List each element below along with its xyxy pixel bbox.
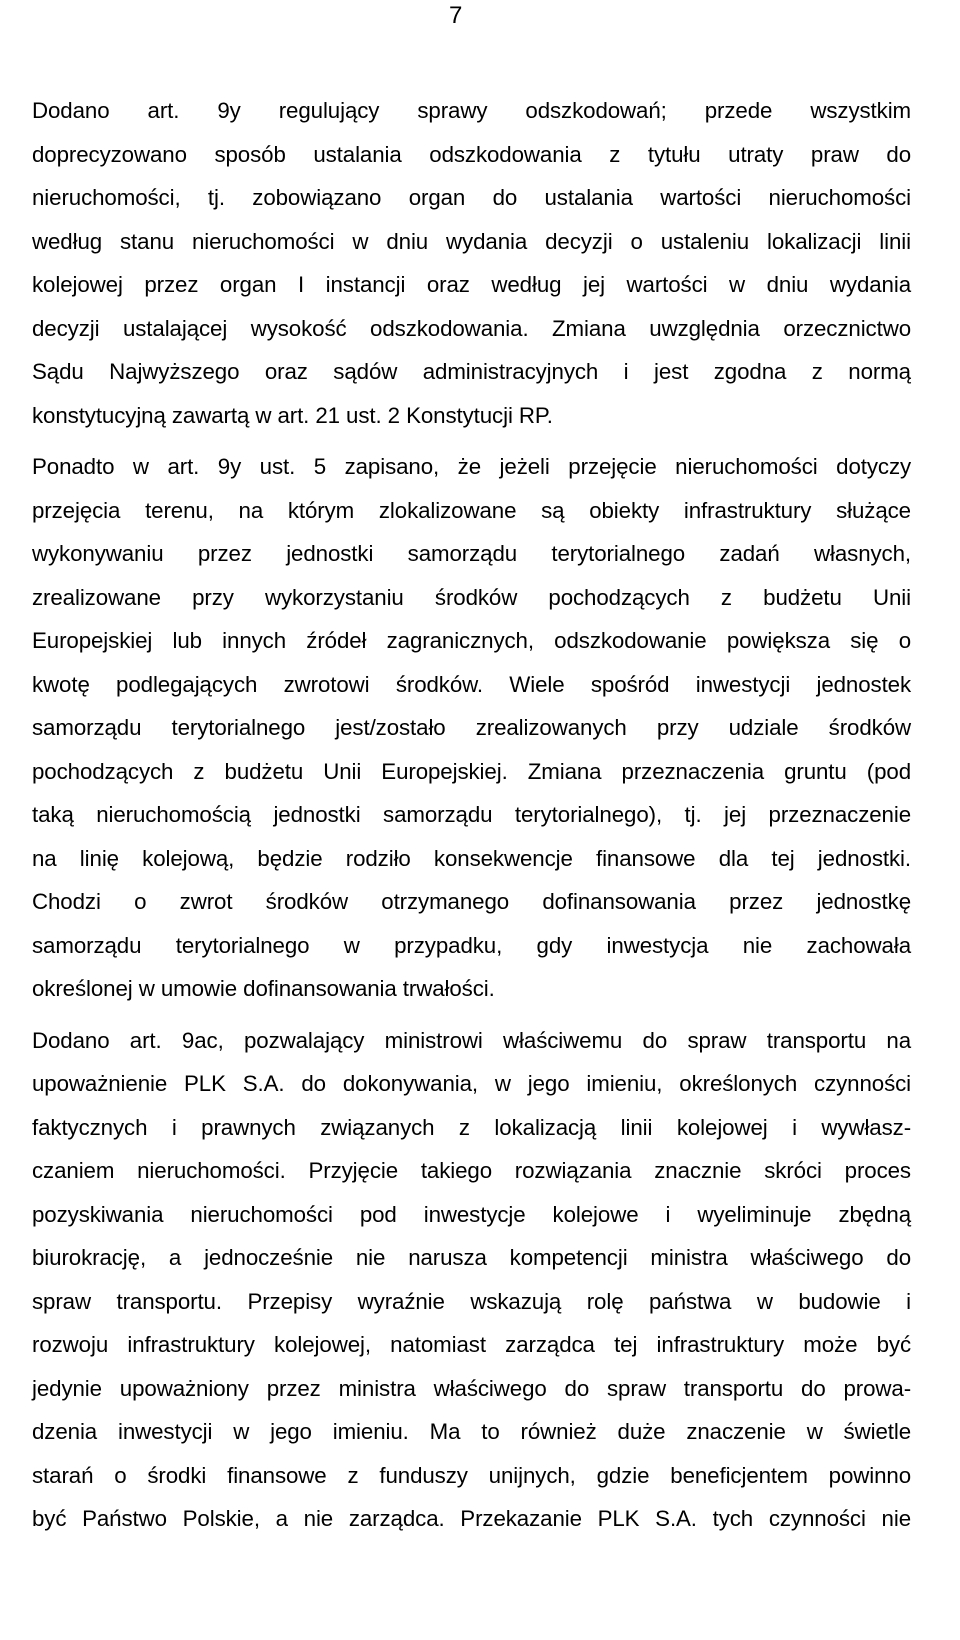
text-line: biurokrację, a jednocześnie nie narusza kompetencji ministra właściwego do [32, 1245, 911, 1270]
text-line: kwotę podlegających zwrotowi środków. Wiele spośród inwestycji jednostek [32, 671, 912, 697]
text-line: decyzji ustalającej wysokość odszkodowania. Zmiana uwzględnia orzecznictwo [32, 315, 912, 341]
text-line: kolejowej przez organ I instancji oraz według jej wartości w dniu wydania [32, 272, 911, 297]
text-line: Dodano art. 9ac, pozwalający ministrowi właściwemu do spraw transportu na [32, 1027, 912, 1053]
text-line: nieruchomości, tj. zobowiązano organ do ustalania wartości nieruchomości [32, 185, 911, 210]
text-line: starań o środki finansowe z funduszy unijnych, gdzie beneficjentem powinno [32, 1462, 912, 1488]
paragraph-art-9ac [32, 1019, 911, 1541]
paragraph-art-9y [32, 89, 911, 437]
text-line: pozyskiwania nieruchomości pod inwestycje kolejowe i wyeliminuje zbędną [32, 1201, 912, 1227]
document-body [32, 89, 911, 1541]
text-line: faktycznych i prawnych związanych z lokalizacją linii kolejowej i wywłasz- [32, 1114, 912, 1140]
text-line: pochodzących z budżetu Unii Europejskiej. Zmiana przeznaczenia gruntu (pod [32, 758, 911, 784]
text-line: konstytucyjną zawartą w art. 21 ust. 2 Konstytucji RP. [32, 402, 553, 428]
text-line: samorządu terytorialnego jest/zostało zrealizowanych przy udziale środków [32, 715, 911, 740]
text-line: według stanu nieruchomości w dniu wydania decyzji o ustaleniu lokalizacji linii [32, 228, 912, 254]
text-line: na linię kolejową, będzie rodziło konsekwencje finansowe dla tej jednostki. [32, 845, 912, 871]
text-line: spraw transportu. Przepisy wyraźnie wskazują rolę państwa w budowie i [32, 1288, 912, 1314]
text-line: Dodano art. 9y regulujący sprawy odszkodowań; przede wszystkim [32, 98, 912, 123]
page-number: 7 [449, 2, 463, 29]
text-line: taką nieruchomością jednostki samorządu terytorialnego), tj. jej przeznaczenie [32, 802, 911, 827]
text-line: przejęcia terenu, na którym zlokalizowane są obiekty infrastruktury służące [32, 497, 911, 523]
text-line: upoważnienie PLK S.A. do dokonywania, w jego imieniu, określonych czynności [32, 1071, 912, 1096]
text-line: być Państwo Polskie, a nie zarządca. Przekazanie PLK S.A. tych czynności nie [32, 1506, 911, 1531]
text-line: dzenia inwestycji w jego imieniu. Ma to również duże znaczenie w świetle [32, 1419, 912, 1444]
text-line: doprecyzowano sposób ustalania odszkodowania z tytułu utraty praw do [32, 141, 911, 167]
text-line: samorządu terytorialnego w przypadku, gdy inwestycja nie zachowała [32, 932, 911, 958]
text-line: Chodzi o zwrot środków otrzymanego dofinansowania przez jednostkę [32, 889, 911, 914]
text-line: Europejskiej lub innych źródeł zagranicznych, odszkodowanie powiększa się o [32, 628, 912, 653]
text-line: zrealizowane przy wykorzystaniu środków pochodzących z budżetu Unii [32, 584, 911, 610]
text-line: Ponadto w art. 9y ust. 5 zapisano, że jeżeli przejęcie nieruchomości dotyczy [32, 454, 912, 479]
text-line: jedynie upoważniony przez ministra właściwego do spraw transportu do prowa- [32, 1375, 912, 1401]
text-line: Sądu Najwyższego oraz sądów administracyjnych i jest zgodna z normą [32, 359, 911, 384]
text-line: wykonywaniu przez jednostki samorządu terytorialnego zadań własnych, [32, 541, 911, 566]
paragraph-art-9y-ust-5 [32, 445, 911, 1011]
text-line: czaniem nieruchomości. Przyjęcie takiego rozwiązania znacznie skróci proces [32, 1158, 911, 1183]
text-line: rozwoju infrastruktury kolejowej, natomiast zarządca tej infrastruktury może być [32, 1332, 911, 1357]
text-line: określonej w umowie dofinansowania trwałości. [32, 976, 495, 1001]
